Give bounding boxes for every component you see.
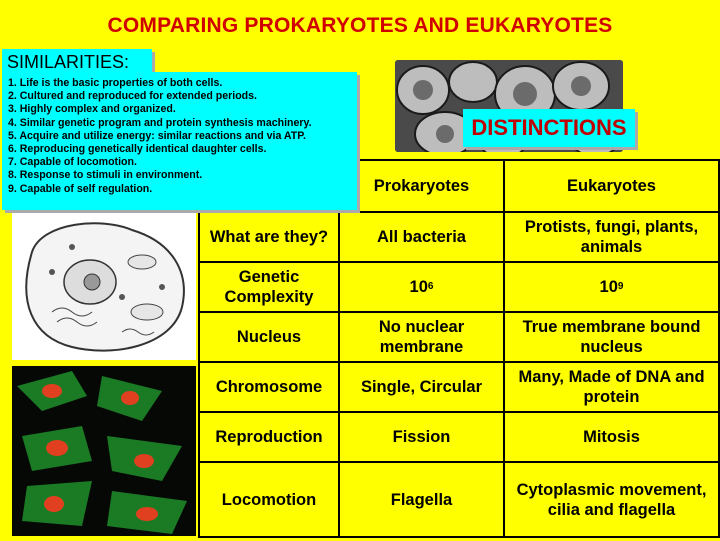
- row-feature: What are they?: [200, 213, 338, 261]
- row-eukaryotes: Cytoplasmic movement, cilia and flagella: [505, 463, 718, 536]
- similarity-item: 9. Capable of self regulation.: [8, 182, 153, 195]
- eukaryotic-cell-drawing: [12, 212, 196, 360]
- similarity-item: 1. Life is the basic properties of both cells.: [8, 77, 223, 89]
- row-prokaryotes: No nuclear membrane: [340, 313, 503, 361]
- row-feature: Locomotion: [200, 463, 338, 536]
- row-eukaryotes: 10 9: [505, 263, 718, 311]
- row-feature: Chromosome: [200, 363, 338, 411]
- row-prokaryotes: All bacteria: [340, 213, 503, 261]
- slide-title: COMPARING PROKARYOTES AND EUKARYOTES: [107, 14, 613, 37]
- similarity-item: 4. Similar genetic program and protein synthesis machinery.: [8, 116, 312, 129]
- similarity-item: 3. Highly complex and organized.: [8, 103, 176, 116]
- genetic-complexity-base: 10: [599, 278, 618, 296]
- row-eukaryotes: Protists, fungi, plants, animals: [505, 213, 718, 261]
- row-feature: Genetic Complexity: [200, 263, 338, 311]
- similarity-item: 8. Response to stimuli in environment.: [8, 169, 203, 182]
- row-feature: Nucleus: [200, 313, 338, 361]
- row-eukaryotes: Mitosis: [505, 413, 718, 461]
- row-prokaryotes: Single, Circular: [340, 363, 503, 411]
- comparison-table: [198, 159, 720, 538]
- fluorescence-micrograph: [12, 366, 196, 536]
- distinctions-label: DISTINCTIONS: [463, 109, 635, 147]
- row-prokaryotes: Flagella: [340, 463, 503, 536]
- row-feature: Reproduction: [200, 413, 338, 461]
- similarity-item: 7. Capable of locomotion.: [8, 156, 137, 169]
- row-eukaryotes: Many, Made of DNA and protein: [505, 363, 718, 411]
- row-eukaryotes: True membrane bound nucleus: [505, 313, 718, 361]
- row-prokaryotes: 10 6: [340, 263, 503, 311]
- row-prokaryotes: Fission: [340, 413, 503, 461]
- similarities-label: SIMILARITIES:: [2, 49, 152, 75]
- similarity-item: 6. Reproducing genetically identical daughter cells.: [8, 143, 267, 156]
- table-header-eukaryotes: Eukaryotes: [505, 161, 718, 211]
- table-header-prokaryotes: Prokaryotes: [340, 161, 503, 211]
- similarity-item: 2. Cultured and reproduced for extended periods.: [8, 90, 257, 103]
- genetic-complexity-base: 10: [409, 278, 428, 296]
- similarities-list: [2, 72, 357, 210]
- similarity-item: 5. Acquire and utilize energy: similar reactions and via ATP.: [8, 129, 306, 142]
